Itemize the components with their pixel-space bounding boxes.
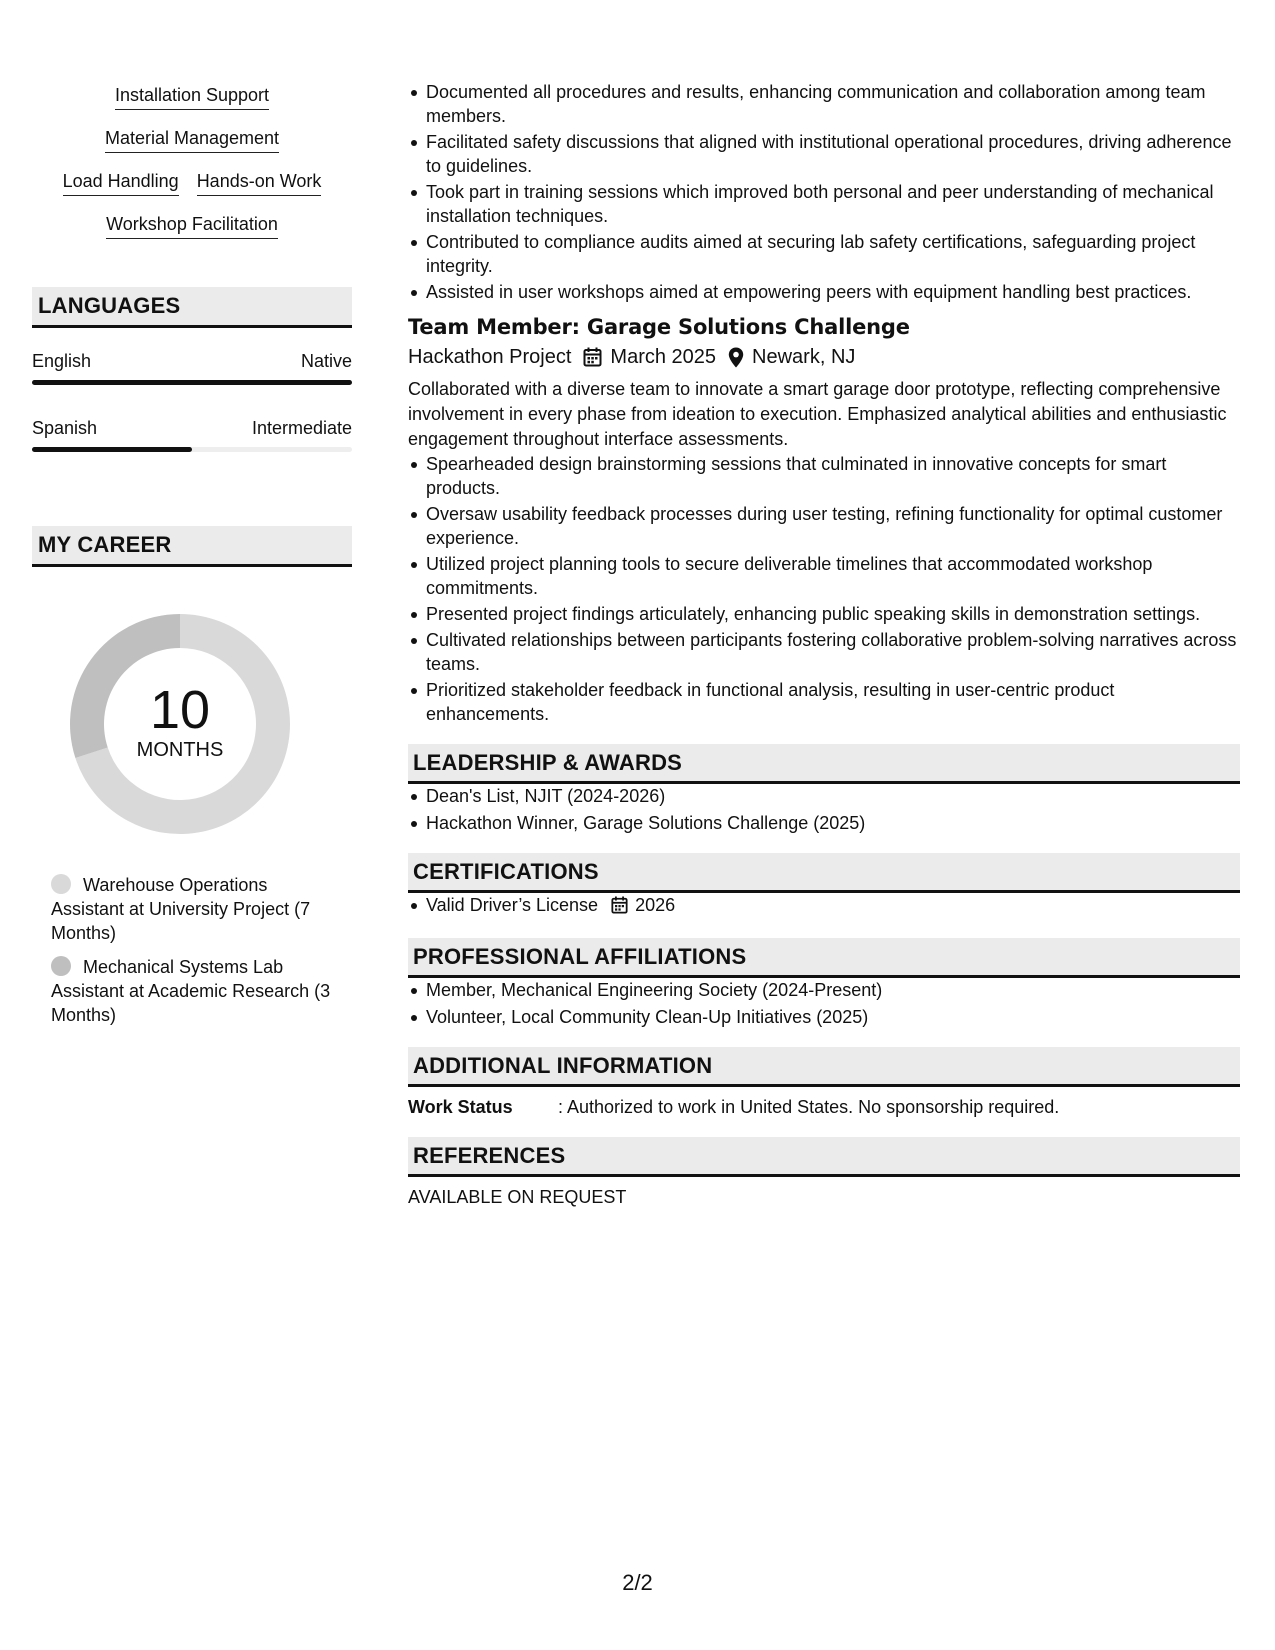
project-location: Newark, NJ xyxy=(752,346,856,368)
skills-tags xyxy=(32,84,352,239)
award-item: Hackathon Winner, Garage Solutions Challenge (2025) xyxy=(426,811,1240,835)
leadership-heading xyxy=(408,744,1240,784)
leadership-list xyxy=(408,784,1240,835)
leadership-section xyxy=(408,744,1240,835)
affiliations-heading xyxy=(408,938,1240,978)
languages-heading xyxy=(32,287,352,328)
legend-dot-icon xyxy=(51,956,71,976)
section-title: LANGUAGES xyxy=(38,293,181,318)
skill-tag: Material Management xyxy=(105,127,279,153)
section-title: PROFESSIONAL AFFILIATIONS xyxy=(413,943,747,969)
language-level: Intermediate xyxy=(251,418,352,438)
certification-year: 2026 xyxy=(635,895,676,915)
certifications-list xyxy=(408,893,1240,920)
references-heading xyxy=(408,1137,1240,1177)
section-title: MY CAREER xyxy=(38,532,172,557)
language-bar xyxy=(32,447,352,452)
award-item: Dean's List, NJIT (2024-2026) xyxy=(426,784,1240,808)
skill-row xyxy=(32,84,352,110)
skill-row xyxy=(32,213,352,239)
language-bar xyxy=(32,380,352,385)
bullet-item: Spearheaded design brainstorming sessions that culminated in innovative concepts for smart products. xyxy=(426,452,1240,500)
languages-section xyxy=(32,287,352,452)
left-column xyxy=(32,84,352,1037)
skill-tag: Installation Support xyxy=(115,84,269,110)
section-title: REFERENCES xyxy=(413,1142,566,1168)
work-status-label: Work Status xyxy=(408,1097,513,1117)
bullet-item: Facilitated safety discussions that aligned with institutional operational procedures, driving adherence to guidelines. xyxy=(426,130,1240,178)
bullet-item: Prioritized stakeholder feedback in functional analysis, resulting in user-centric product enhancements. xyxy=(426,678,1240,726)
right-column xyxy=(408,80,1240,1209)
skill-row xyxy=(32,170,352,196)
certification-item xyxy=(426,893,1240,920)
project-entry xyxy=(408,313,1240,726)
references-text: AVAILABLE ON REQUEST xyxy=(408,1187,627,1207)
bullet-item: Contributed to compliance audits aimed at securing lab safety certifications, safeguarding project integrity. xyxy=(426,230,1240,278)
calendar-icon xyxy=(611,896,628,920)
language-name: Spanish xyxy=(32,418,98,438)
career-donut-chart xyxy=(65,609,295,839)
bullet-item: Took part in training sessions which improved both personal and peer understanding of mechanical installation techniques. xyxy=(426,180,1240,228)
work-status-row xyxy=(408,1095,1240,1119)
language-name: English xyxy=(32,351,92,371)
language-bar-fill xyxy=(32,380,352,385)
bullet-item: Oversaw usability feedback processes during user testing, refining functionality for optimal customer experience. xyxy=(426,502,1240,550)
page-number: 2/2 xyxy=(622,1570,653,1595)
career-total-unit: MONTHS xyxy=(136,739,224,761)
skill-tag: Hands-on Work xyxy=(197,170,322,196)
additional-info-section xyxy=(408,1047,1240,1119)
certifications-section xyxy=(408,853,1240,920)
calendar-icon xyxy=(583,347,602,367)
project-meta xyxy=(408,343,1240,371)
project-date: March 2025 xyxy=(610,346,717,368)
project-title: Team Member: Garage Solutions Challenge xyxy=(408,315,910,339)
career-section xyxy=(32,526,352,1027)
bullet-item: Assisted in user workshops aimed at empowering peers with equipment handling best practices. xyxy=(426,280,1240,304)
certifications-heading xyxy=(408,853,1240,893)
location-pin-icon xyxy=(728,347,744,368)
skill-tag: Load Handling xyxy=(63,170,179,196)
donut-center xyxy=(65,609,295,839)
skill-tag: Workshop Facilitation xyxy=(106,213,278,239)
certification-name: Valid Driver’s License xyxy=(426,895,599,915)
language-bar-fill xyxy=(32,447,192,452)
language-item xyxy=(32,417,352,452)
affiliation-item: Member, Mechanical Engineering Society (2024-Present) xyxy=(426,978,1240,1002)
affiliations-section xyxy=(408,938,1240,1029)
career-total-value: 10 xyxy=(149,680,211,740)
language-level: Native xyxy=(300,351,352,371)
references-section xyxy=(408,1137,1240,1209)
skill-row xyxy=(32,127,352,153)
legend-label: Mechanical Systems Lab Assistant at Academic Research (3 Months) xyxy=(51,957,331,1025)
section-title: LEADERSHIP & AWARDS xyxy=(413,749,683,775)
career-heading xyxy=(32,526,352,567)
bullet-item: Utilized project planning tools to secure deliverable timelines that accommodated workshop commitments. xyxy=(426,552,1240,600)
language-item xyxy=(32,350,352,385)
legend-label: Warehouse Operations Assistant at University Project (7 Months) xyxy=(51,875,311,943)
project-description: Collaborated with a diverse team to innovate a smart garage door prototype, reflecting comprehensive involvement in every phase from ideation to execution. Emphasized analytical abilities and enthusiastic engagement throughout interface assessments. xyxy=(408,379,1227,449)
legend-dot-icon xyxy=(51,874,71,894)
section-title: CERTIFICATIONS xyxy=(413,858,599,884)
career-legend-item xyxy=(51,873,333,945)
bullet-item: Cultivated relationships between participants fostering collaborative problem-solving narratives across teams. xyxy=(426,628,1240,676)
career-legend-item xyxy=(51,955,333,1027)
additional-info-heading xyxy=(408,1047,1240,1087)
career-legend xyxy=(51,873,333,1027)
project-bullets xyxy=(408,452,1240,726)
previous-role-bullets xyxy=(408,80,1240,304)
affiliation-item: Volunteer, Local Community Clean-Up Initiatives (2025) xyxy=(426,1005,1240,1029)
project-org: Hackathon Project xyxy=(408,346,572,368)
affiliations-list xyxy=(408,978,1240,1029)
bullet-item: Documented all procedures and results, enhancing communication and collaboration among team members. xyxy=(426,80,1240,128)
bullet-item: Presented project findings articulately, enhancing public speaking skills in demonstration settings. xyxy=(426,602,1240,626)
section-title: ADDITIONAL INFORMATION xyxy=(413,1052,713,1078)
work-status-value: : Authorized to work in United States. No sponsorship required. xyxy=(558,1097,1060,1117)
